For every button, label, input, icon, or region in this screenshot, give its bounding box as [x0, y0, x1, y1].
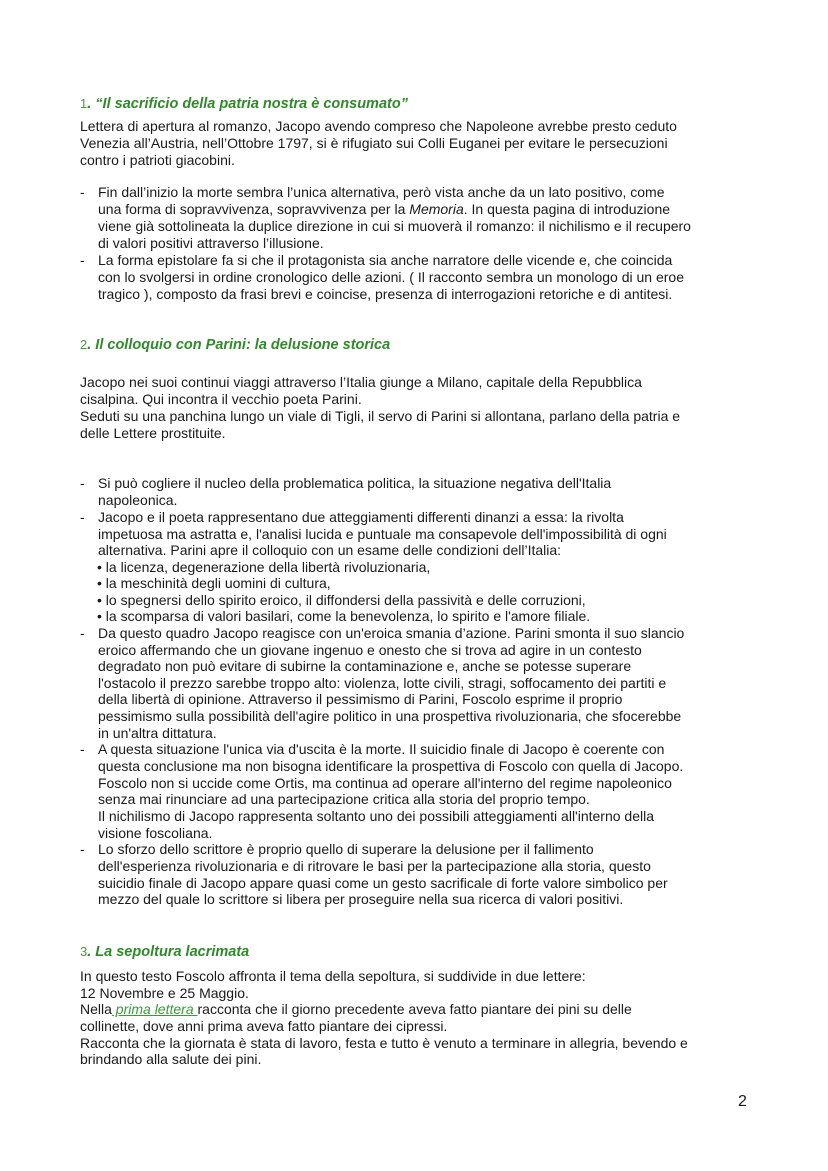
bullet-line: tragico ), composto da frasi brevi e coincise, presenza di interrogazioni retoriche e di antitesi. [98, 286, 673, 302]
bullet-line [80, 251, 673, 269]
bullet-line: napoleonica. [98, 492, 178, 508]
text: . In questa pagina di introduzione [463, 201, 671, 217]
sub-bullet [97, 607, 590, 625]
bullet-line: della libertà di opinione. Attraverso il pessimismo di Parini, Foscolo esprime il proprio [98, 691, 623, 707]
text: la scomparsa di valori basilari, come la benevolenza, lo spirito e l'amore filiale. [105, 608, 591, 624]
section-number: 2 [80, 337, 88, 352]
bullet-line [80, 840, 594, 858]
section-title: . La sepoltura lacrimata [87, 944, 250, 960]
bullet-icon: • [97, 592, 102, 608]
paragraph-line: 12 Novembre e 25 Maggio. [80, 985, 249, 1001]
bullet-line: Il nichilismo di Jacopo rappresenta soltanto uno dei possibili atteggiamenti all'interno della [98, 808, 655, 824]
bullet-icon: • [97, 608, 102, 624]
bullet-icon: • [97, 575, 102, 591]
dash-icon: - [80, 475, 85, 491]
bullet-line: l'ostacolo il prezzo sarebbe troppo alto: violenza, lotte civili, stragi, soffocamento dei partiti e [98, 675, 667, 691]
bullet-line [80, 624, 685, 642]
paragraph-line [80, 1000, 632, 1018]
bullet-line: questa conclusione ma non bisogna identificare la prospettiva di Foscolo con quella di Jacopo. [98, 758, 684, 774]
section-1-heading [80, 95, 408, 113]
paragraph-line: Venezia all’Austria, nell’Ottobre 1797, si è rifugiato sui Colli Euganei per evitare le persecuzioni [80, 135, 668, 151]
paragraph-line: brindando alla salute dei pini. [80, 1051, 262, 1067]
text: A questa situazione l'unica via d'uscita è la morte. Il suicidio finale di Jacopo è coerente con [98, 741, 665, 757]
paragraph-line: Seduti su una panchina lungo un viale di Tigli, il servo di Parini si allontana, parlano della patria e [80, 408, 681, 424]
section-3-heading [80, 943, 249, 961]
paragraph-line: Racconta che la giornata è stata di lavoro, festa e tutto è venuto a terminare in allegria, bevendo e [80, 1035, 688, 1051]
dash-icon: - [80, 509, 85, 525]
bullet-line [98, 200, 670, 218]
bullet-line: pessimismo sulla possibilità dell'agire politico in una prospettiva rivoluzionaria, che sfocerebbe [98, 708, 682, 724]
paragraph-line: Jacopo nei suoi continui viaggi attraverso l’Italia giunge a Milano, capitale della Repubblica [80, 374, 642, 390]
text: Jacopo e il poeta rappresentano due atteggiamenti differenti dinanzi a essa: la rivolta [98, 509, 624, 525]
bullet-line: senza mai rinunciare ad una partecipazione critica alla storia del proprio tempo. [98, 791, 590, 807]
text: la meschinità degli uomini di cultura, [105, 575, 331, 591]
text: Fin dall’inizio la morte sembra l’unica alternativa, però vista anche da un lato positivo, come [98, 184, 665, 200]
paragraph-line: cisalpina. Qui incontra il vecchio poeta Parini. [80, 391, 362, 407]
page-number: 2 [738, 1093, 747, 1110]
bullet-line: degradato non può evitare di subirne la contaminazione e, anche se potesse superare [98, 658, 632, 674]
section-title: . “Il sacrificio della patria nostra è consumato” [87, 96, 408, 112]
paragraph-line: In questo testo Foscolo affronta il tema della sepoltura, si suddivide in due lettere: [80, 968, 586, 984]
dash-icon: - [80, 252, 85, 268]
bullet-line: visione foscoliana. [98, 825, 213, 841]
bullet-line: impetuosa ma astratta e, l'analisi lucida e puntuale ma consapevole dell'impossibilità di ogni [98, 526, 667, 542]
paragraph-line: delle Lettere prostituite. [80, 425, 226, 441]
bullet-line: alternativa. Parini apre il colloquio con un esame delle condizioni dell’Italia: [98, 542, 562, 558]
bullet-line: con lo svolgersi in ordine cronologico delle azioni. ( Il racconto sembra un monologo di un eroe [98, 269, 684, 285]
bullet-line [80, 474, 612, 492]
bullet-icon: • [97, 559, 102, 575]
text: Nella [80, 1001, 112, 1017]
bullet-line [80, 508, 624, 526]
text: racconta che il giorno precedente aveva fatto piantare dei pini su delle [197, 1001, 632, 1017]
bullet-line [80, 183, 665, 201]
bullet-line: di valori positivi attraverso l’illusione. [98, 235, 324, 251]
dash-icon: - [80, 625, 85, 641]
bullet-line: suicidio finale di Jacopo appare quasi come un gesto sacrificale di forte valore simbolico per [98, 875, 668, 891]
text: la licenza, degenerazione della libertà rivoluzionaria, [105, 559, 431, 575]
text: una forma di sopravvivenza, sopravvivenza per la [98, 201, 410, 217]
bullet-line: viene già sottolineata la duplice direzione in cui si muoverà il romanzo: il nichilismo e il recupero [98, 218, 691, 234]
section-2-heading [80, 336, 390, 354]
paragraph-line: Lettera di apertura al romanzo, Jacopo avendo compreso che Napoleone avrebbe presto ceduto [80, 118, 677, 134]
text: La forma epistolare fa si che il protagonista sia anche narratore delle vicende e, che coincida [98, 252, 673, 268]
prima-lettera-link[interactable]: prima lettera [111, 1001, 198, 1017]
text: Lo sforzo dello scrittore è proprio quello di superare la delusione per il fallimento [98, 841, 594, 857]
bullet-line [80, 740, 665, 758]
section-number: 3 [80, 944, 88, 959]
paragraph-line: collinette, dove anni prima aveva fatto piantare dei cipressi. [80, 1018, 448, 1034]
bullet-line: in un'altra dittatura. [98, 725, 217, 741]
text: Si può cogliere il nucleo della problematica politica, la situazione negativa dell'Italia [98, 475, 612, 491]
bullet-line: eroico affermando che un giovane ingenuo e onesto che si trova ad agire in un contesto [98, 642, 642, 658]
section-title: . Il colloquio con Parini: la delusione storica [87, 337, 391, 353]
paragraph-line: contro i patrioti giacobini. [80, 152, 235, 168]
dash-icon: - [80, 741, 85, 757]
text: lo spegnersi dello spirito eroico, il diffondersi della passività e delle corruzioni, [105, 592, 586, 608]
text: Da questo quadro Jacopo reagisce con un'eroica smania d’azione. Parini smonta il suo slancio [98, 625, 685, 641]
section-number: 1 [80, 96, 88, 111]
bullet-line: dell'esperienza rivoluzionaria e di ritrovare le basi per la partecipazione alla storia, questo [98, 858, 651, 874]
dash-icon: - [80, 841, 85, 857]
bullet-line: mezzo del quale lo scrittore si libera per proseguire nella sua ricerca di valori positivi. [98, 891, 624, 907]
dash-icon: - [80, 184, 85, 200]
bullet-line: Foscolo non si uccide come Ortis, ma continua ad operare all'interno del regime napoleonico [98, 775, 672, 791]
sub-bullet [97, 574, 331, 592]
emphasis-memoria: Memoria [409, 201, 464, 217]
